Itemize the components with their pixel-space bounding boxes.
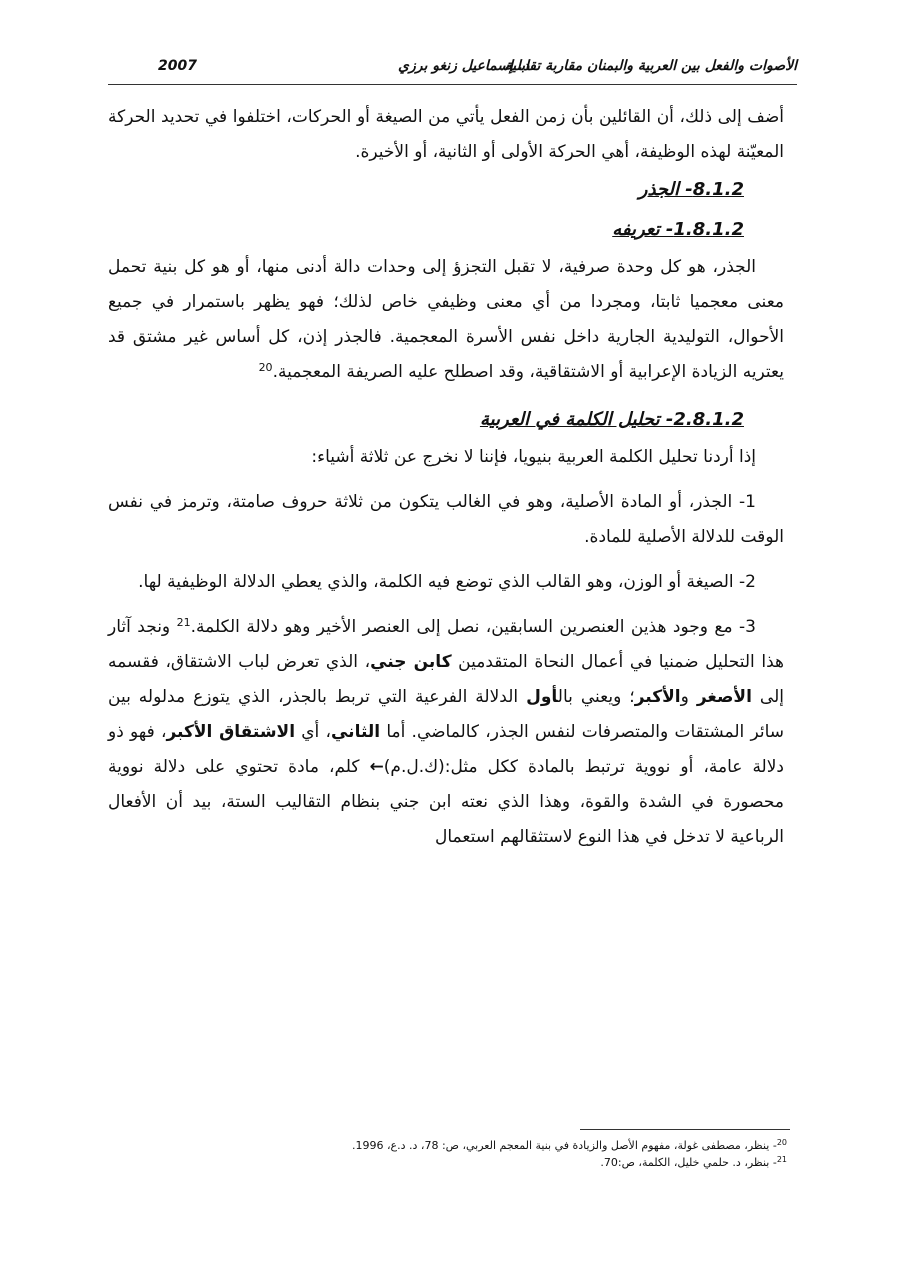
list-item-pattern: 2- الصيغة أو الوزن، وهو القالب الذي توضع فيه الكلمة، والذي يعطي الدلالة الوظيفية لها.	[138, 572, 756, 592]
footnotes	[300, 1137, 787, 1171]
header-title: الأصوات والفعل بين العربية والبمنان مقاربة تقابلية	[504, 58, 797, 74]
paragraph-root-definition-text: الجذر، هو كل وحدة صرفية، لا تقبل التجزؤ إلى وحدات دالة أدنى منها، أو هو كل بنية تحمل معنى معجميا ثابتا، ومجردا من أي معنى وظيفي خاص لذلك؛ فهو يظهر باستمرار في جميع الأحوال، التوليدية الجارية داخل نفس الأسرة المعجمية. فالجذر إذن، كل أساس غير مشتق قد يعتريه الزيادة الإعرابية أو الاشتقاقية، وقد اصطلح عليه الصريفة المعجمية.	[108, 257, 784, 382]
section-heading-root: 8.1.2- الجذر	[638, 179, 744, 200]
text-run: ؛ ويعني بال	[557, 687, 635, 707]
subsection-heading-word-analysis: 2.8.1.2- تحليل الكلمة في العربية	[479, 409, 744, 430]
footnote-number: 20	[776, 1138, 787, 1147]
arrow-left-icon: ←	[369, 757, 384, 777]
text-run: الدلالة الفرعية التي تربط بالجذر، الذي يتوزع مدلوله بين سائر المشتقات والمتصرفات لنفس الجذر، كالماضي. أما	[108, 687, 785, 742]
text-run: ، أي	[295, 722, 331, 742]
bold-term-first: أول	[526, 687, 558, 707]
list-item-root: 1- الجذر، أو المادة الأصلية، وهو في الغالب يتكون من ثلاثة حروف صامتة، وترمز في نفس الوقت للدلالة الأصلية للمادة.	[108, 492, 784, 547]
bold-term-akbar: الأكبر	[634, 687, 681, 707]
text-run: ، فهو ذو دلالة عامة، أو نووية ترتبط بالمادة ككل مثل:(ك.ل.م)	[108, 722, 784, 777]
footnote-text: - بنظر، د. حلمي خليل، الكلمة، ص:70.	[600, 1156, 777, 1169]
footnote-number: 21	[776, 1155, 787, 1164]
text-run: ، الذي تعرض لباب الاشتقاق، فقسمه إلى	[108, 652, 784, 707]
text-run: و	[680, 687, 697, 707]
footnote-divider	[580, 1129, 790, 1130]
header-year: 2007	[158, 58, 197, 74]
page-body	[108, 100, 784, 855]
running-header	[108, 58, 797, 80]
subsection-heading-definition: 1.8.1.2- تعريفه	[612, 219, 744, 240]
header-divider	[108, 84, 797, 85]
bold-term-greater-derivation: الاشتقاق الأكبر	[166, 722, 296, 742]
text-run: ونجد آثار هذا التحليل ضمنيا في أعمال النحاة المتقدمين	[108, 617, 784, 672]
list-item-meaning	[108, 610, 784, 855]
paragraph-root-definition	[108, 250, 784, 390]
bold-term-asghar: الأصغر	[696, 687, 752, 707]
footnote-ref-21[interactable]: 21	[176, 616, 191, 629]
header-author: د. إسماعيل زنغو برزي	[398, 58, 530, 74]
footnote-ref-20[interactable]: 20	[258, 361, 273, 374]
bold-term-second: الثاني	[330, 722, 381, 742]
text-run: كلم، مادة تحتوي على دلالة نووية محصورة في الشدة والقوة، وهذا الذي نعته ابن جني بنظام التقاليب الستة، بيد أن الأفعال الرباعية لا تدخل في هذا النوع لاستثقالهم استعمال	[108, 757, 784, 847]
footnote-21	[300, 1154, 787, 1171]
paragraph-analysis-intro: إذا أردنا تحليل الكلمة العربية بنيويا، فإننا لا نخرج عن ثلاثة أشياء:	[311, 447, 756, 467]
footnote-text: - ينظر، مصطفى غولة، مفهوم الأصل والزيادة في بنية المعجم العربي، ص: 78، د. د.ع، 1996.	[352, 1139, 777, 1152]
footnote-20	[300, 1137, 787, 1154]
paragraph-intro: أضف إلى ذلك، أن القائلين بأن زمن الفعل يأتي من الصيغة أو الحركات، اختلفوا في تحديد الحركة المعيّنة لهذه الوظيفة، أهي الحركة الأولى أو الثانية، أو الأخيرة.	[108, 107, 784, 162]
bold-name-ibn-jinni: كابن جني	[370, 652, 452, 672]
text-run: 3- مع وجود هذين العنصرين السابقين، نصل إلى العنصر الأخير وهو دلالة الكلمة.	[190, 617, 756, 637]
